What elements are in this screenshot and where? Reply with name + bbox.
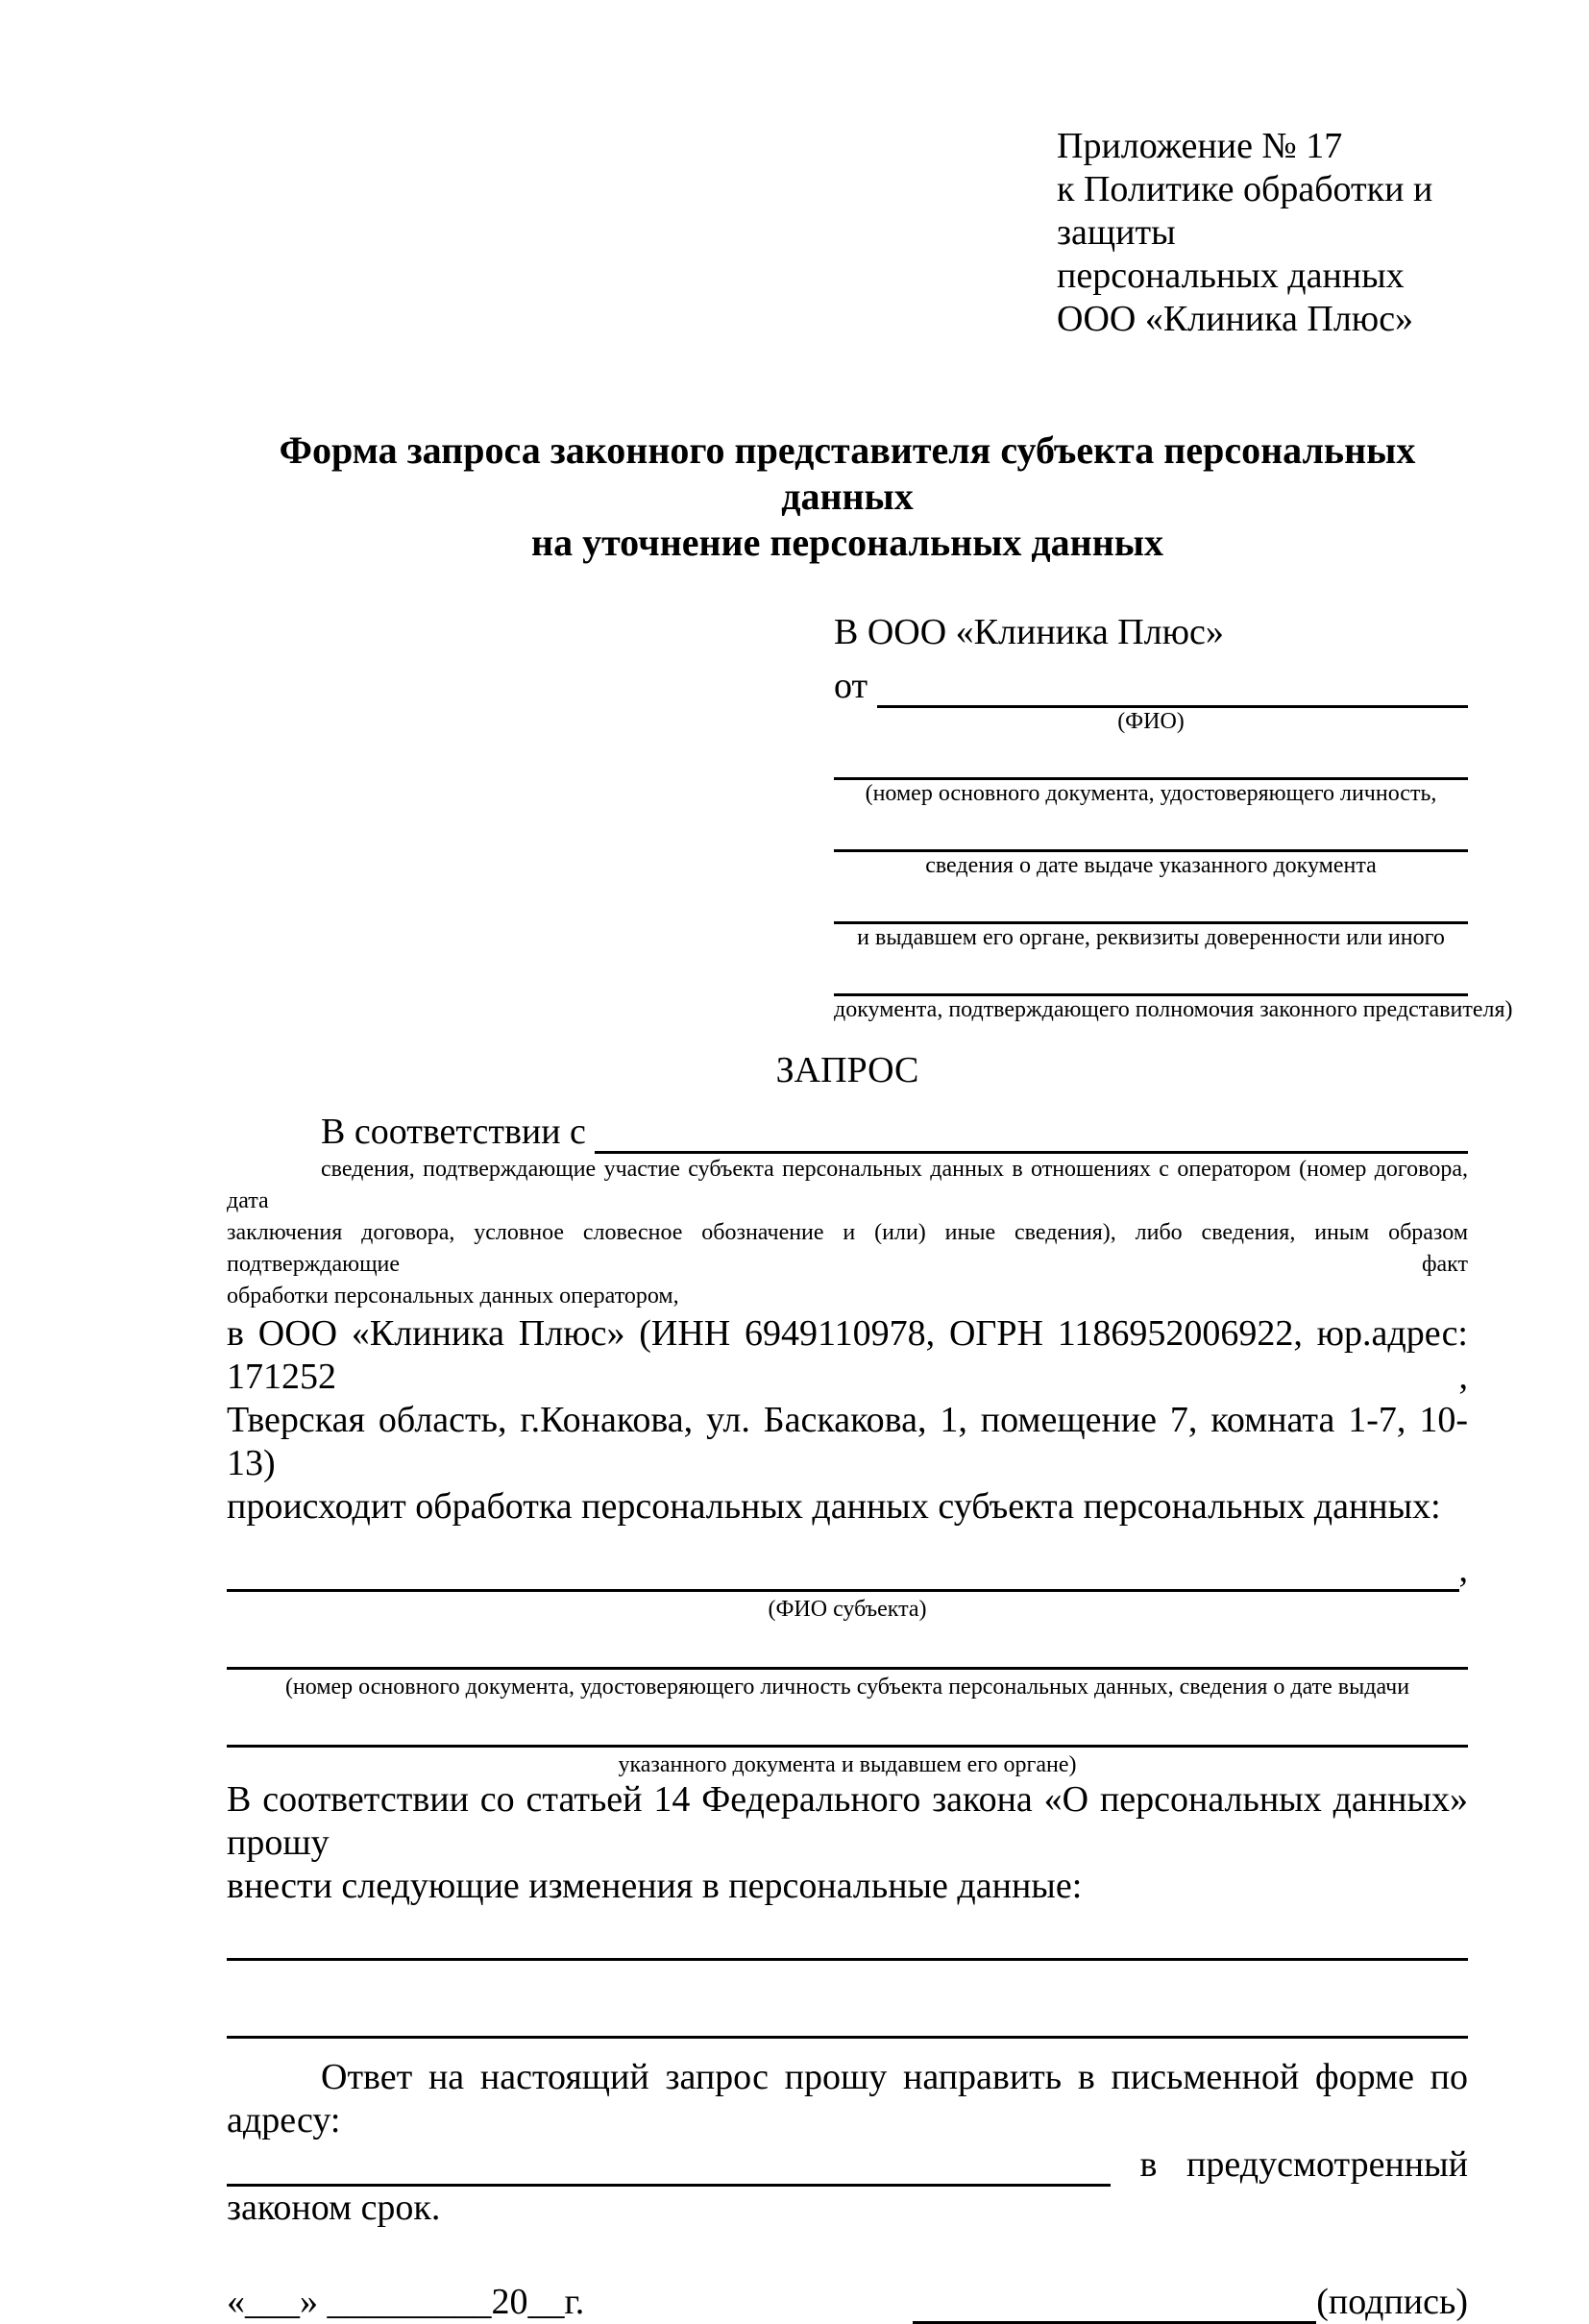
signature-area: [913, 2280, 1468, 2324]
authority-doc-blank-line: [834, 951, 1468, 996]
addressee-to: В ООО «Клиника Плюс»: [834, 612, 1224, 652]
appendix-policy-line: к Политике обработки и защиты: [1057, 169, 1433, 253]
trailing-comma: ,: [1458, 1550, 1468, 1590]
article14-line2: внести следующие изменения в персональные данные:: [227, 1866, 1083, 1906]
subject-fio-row: [227, 1548, 1468, 1592]
intro-note-line1: сведения, подтверждающие участие субъекта персональных данных в отношениях с оператором (номер договора, дата: [227, 1157, 1468, 1213]
answer-line2: [227, 2142, 1468, 2187]
request-intro-note: [227, 1154, 1468, 1312]
appendix-company: ООО «Клиника Плюс»: [1057, 299, 1414, 339]
appendix-header: [1057, 125, 1468, 341]
operator-paragraph-line3: происходит обработка персональных данных субъекта персональных данных:: [227, 1486, 1441, 1527]
request-intro-label: В соответствии с: [321, 1112, 596, 1152]
doc-number-blank-line: [834, 735, 1468, 780]
article14-line1: В соответствии со статьей 14 Федерального закона «О персональных данных» прошу: [227, 1779, 1468, 1863]
doc-issuer-blank-line: [834, 879, 1468, 924]
changes-blank-line2: [227, 2013, 1468, 2039]
date-blank-text: «___» _________20__г.: [227, 2282, 585, 2322]
document-title-line1: Форма запроса законного представителя субъекта персональных данных: [279, 428, 1416, 518]
signature-caption: (подпись): [1316, 2282, 1468, 2322]
answer-line1: Ответ на настоящий запрос прошу направить в письменной форме по адресу:: [227, 2057, 1468, 2141]
answer-word2: предусмотренный: [1186, 2144, 1468, 2185]
document-title: [227, 428, 1468, 566]
subject-doc-caption-line2: указанного документа и выдавшем его органе): [618, 1752, 1077, 1777]
doc-issuer-caption: и выдавшем его органе, реквизиты доверенности или иного: [857, 925, 1445, 950]
subject-doc-blank-line1: [227, 1644, 1468, 1670]
answer-paragraph: [227, 2056, 1468, 2230]
subject-doc-blank-line2: [227, 1722, 1468, 1748]
answer-line3: законом срок.: [227, 2188, 441, 2228]
fio-caption: (ФИО): [1117, 709, 1185, 734]
from-label: от: [834, 666, 877, 706]
request-intro-row: [227, 1110, 1468, 1154]
intro-note-line2: заключения договора, условное словесное обозначение и (или) иные сведения), либо сведения, иным образом подтверждающие факт: [227, 1220, 1468, 1277]
subject-fio-blank-line: [227, 1566, 1459, 1592]
document-content: [227, 125, 1513, 2324]
operator-paragraph: [227, 1312, 1468, 1529]
operator-paragraph-line2: Тверская область, г.Конакова, ул. Баскакова, 1, помещение 7, комната 1-7, 10-13): [227, 1400, 1468, 1483]
answer-address-blank-line: [227, 2149, 1111, 2187]
subject-doc-caption-line1: (номер основного документа, удостоверяющего личность субъекта персональных данных, сведения о дате выдачи: [284, 1675, 1410, 1700]
doc-issue-date-blank-line: [834, 807, 1468, 852]
answer-word1: в: [1139, 2144, 1158, 2185]
appendix-policy-line2: персональных данных: [1057, 256, 1405, 296]
request-heading: ЗАПРОС: [775, 1050, 919, 1090]
subject-fio-caption: (ФИО субъекта): [768, 1597, 927, 1622]
signature-blank-line: [913, 2287, 1316, 2324]
appendix-number: Приложение № 17: [1057, 126, 1343, 166]
addressee-block: [834, 610, 1513, 1023]
article14-paragraph: [227, 1778, 1468, 1908]
operator-paragraph-line1: в ООО «Клиника Плюс» (ИНН 6949110978, ОГРН 1186952006922, юр.адрес: 171252 ,: [227, 1313, 1468, 1397]
intro-note-line3: обработки персональных данных оператором,: [227, 1284, 679, 1309]
authority-doc-caption: документа, подтверждающего полномочия законного представителя): [834, 997, 1513, 1022]
doc-number-caption: (номер основного документа, удостоверяющего личность,: [865, 781, 1437, 806]
from-row: [834, 664, 1468, 708]
document-title-line2: на уточнение персональных данных: [531, 521, 1163, 564]
changes-blank-line1: [227, 1935, 1468, 1961]
doc-issue-date-caption: сведения о дате выдаче указанного документа: [925, 853, 1377, 878]
date-signature-row: [227, 2280, 1468, 2324]
